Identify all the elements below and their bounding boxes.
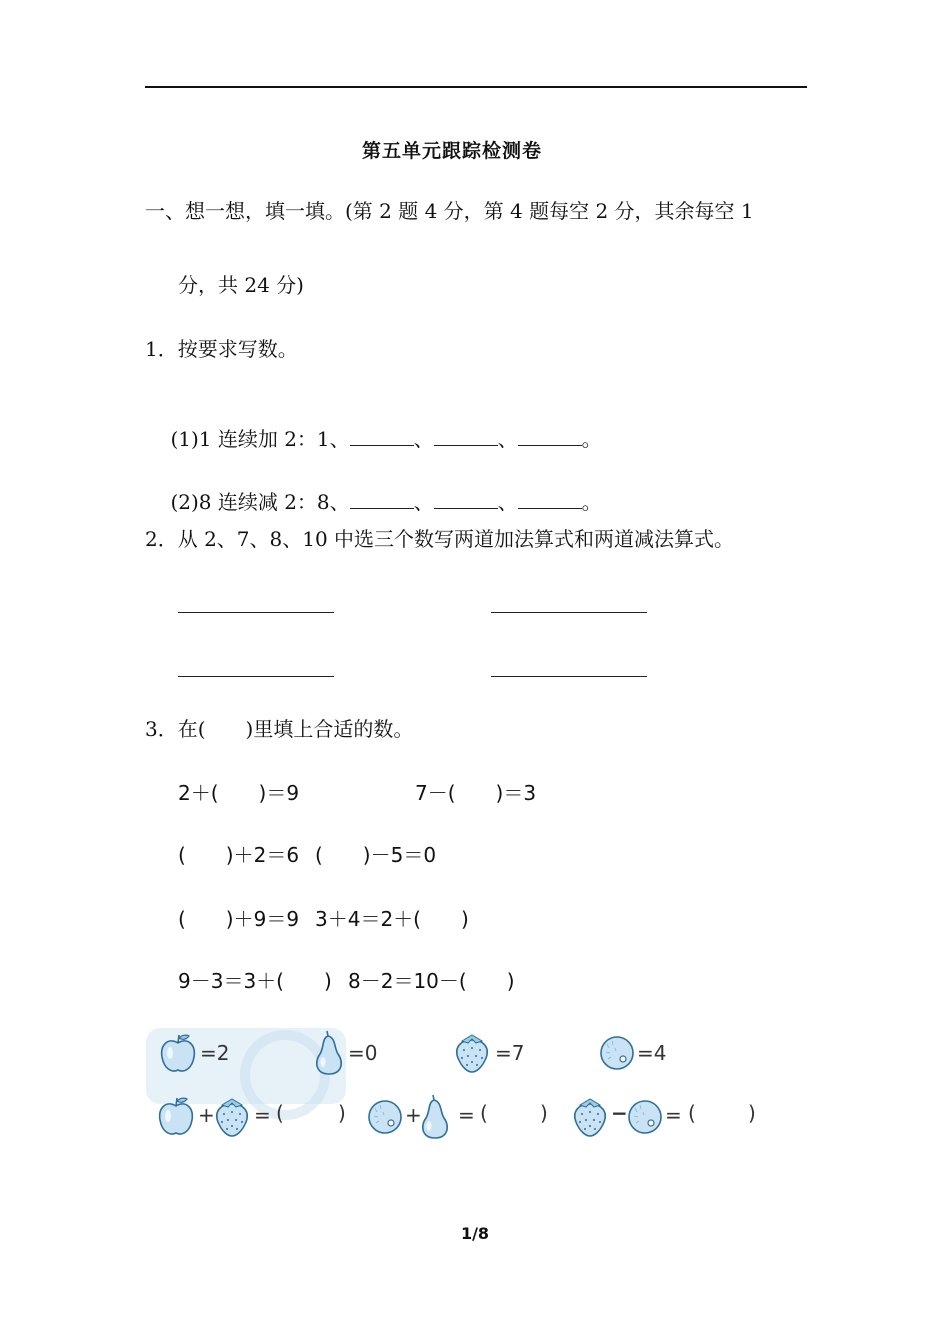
apple-icon xyxy=(156,1096,196,1138)
question-3-title: 3．在( )里填上合适的数。 xyxy=(145,717,414,741)
answer-blank[interactable] xyxy=(350,490,414,509)
page-total: 8 xyxy=(477,1224,490,1243)
plus-sign: + xyxy=(198,1103,215,1127)
pear-icon xyxy=(418,1094,452,1140)
question-2-title: 2．从 2、7、8、10 中选三个数写两道加法算式和两道减法算式。 xyxy=(145,527,735,551)
separator: 、 xyxy=(497,490,518,514)
q3-row-3-left: ( )＋9＝9 xyxy=(178,907,300,931)
kiwi-value: =4 xyxy=(637,1041,667,1065)
equation-blank-2[interactable] xyxy=(491,594,647,613)
q3-row-4-left: 9－3＝3＋( ) xyxy=(178,969,332,993)
answer-blank[interactable] xyxy=(518,490,582,509)
period: 。 xyxy=(581,490,602,514)
answer-blank[interactable] xyxy=(434,490,498,509)
q3-row-1-left: 2＋( )＝9 xyxy=(178,781,300,805)
q3-row-1-right: 7－( )＝3 xyxy=(415,781,537,805)
answer-blank[interactable] xyxy=(434,427,498,446)
sub-1-prefix: (1)1 连续加 2：1、 xyxy=(170,427,350,451)
section-heading: 一、想一想，填一填。(第 2 题 4 分，第 4 题每空 2 分，其余每空 1 xyxy=(145,199,754,223)
strawberry-icon xyxy=(212,1096,252,1138)
section-heading-continued: 分，共 24 分) xyxy=(178,273,304,297)
kiwi-icon xyxy=(626,1098,664,1136)
answer-blank[interactable] xyxy=(518,427,582,446)
question-1-title: 1．按要求写数。 xyxy=(145,337,298,361)
paren-close: ) xyxy=(748,1101,756,1125)
apple-value: =2 xyxy=(200,1041,230,1065)
separator: 、 xyxy=(497,427,518,451)
paren-open: ( xyxy=(688,1101,696,1125)
strawberry-value: =7 xyxy=(495,1041,525,1065)
page-title: 第五单元跟踪检测卷 xyxy=(362,140,543,162)
equals-sign: = xyxy=(254,1103,271,1127)
equals-sign: = xyxy=(458,1103,475,1127)
paren-open: ( xyxy=(480,1101,488,1125)
separator: 、 xyxy=(413,427,434,451)
page-current: 1 xyxy=(460,1224,473,1243)
strawberry-icon xyxy=(452,1032,492,1074)
plus-sign: + xyxy=(405,1103,422,1127)
page-number xyxy=(0,1224,950,1243)
paren-close: ) xyxy=(338,1101,346,1125)
q3-row-2-right: ( )－5＝0 xyxy=(315,843,437,867)
equation-blank-1[interactable] xyxy=(178,594,334,613)
period: 。 xyxy=(581,427,602,451)
equals-sign: = xyxy=(665,1103,682,1127)
paren-close: ) xyxy=(540,1101,548,1125)
sub-2-prefix: (2)8 连续减 2：8、 xyxy=(170,490,350,514)
paren-open: ( xyxy=(276,1101,284,1125)
strawberry-icon xyxy=(570,1096,610,1138)
pear-icon xyxy=(312,1030,346,1076)
pear-value: =0 xyxy=(348,1041,378,1065)
equation-blank-3[interactable] xyxy=(178,658,334,677)
kiwi-icon xyxy=(366,1098,404,1136)
apple-icon xyxy=(158,1033,198,1075)
header-rule xyxy=(145,86,807,88)
q3-row-3-right: 3＋4＝2＋( ) xyxy=(315,907,469,931)
separator: 、 xyxy=(413,490,434,514)
q3-row-2-left: ( )＋2＝6 xyxy=(178,843,300,867)
minus-sign: − xyxy=(611,1101,628,1125)
q3-row-4-right: 8－2＝10－( ) xyxy=(348,969,515,993)
answer-blank[interactable] xyxy=(350,427,414,446)
kiwi-icon xyxy=(598,1034,636,1072)
page-slash: / xyxy=(472,1224,478,1243)
equation-blank-4[interactable] xyxy=(491,658,647,677)
